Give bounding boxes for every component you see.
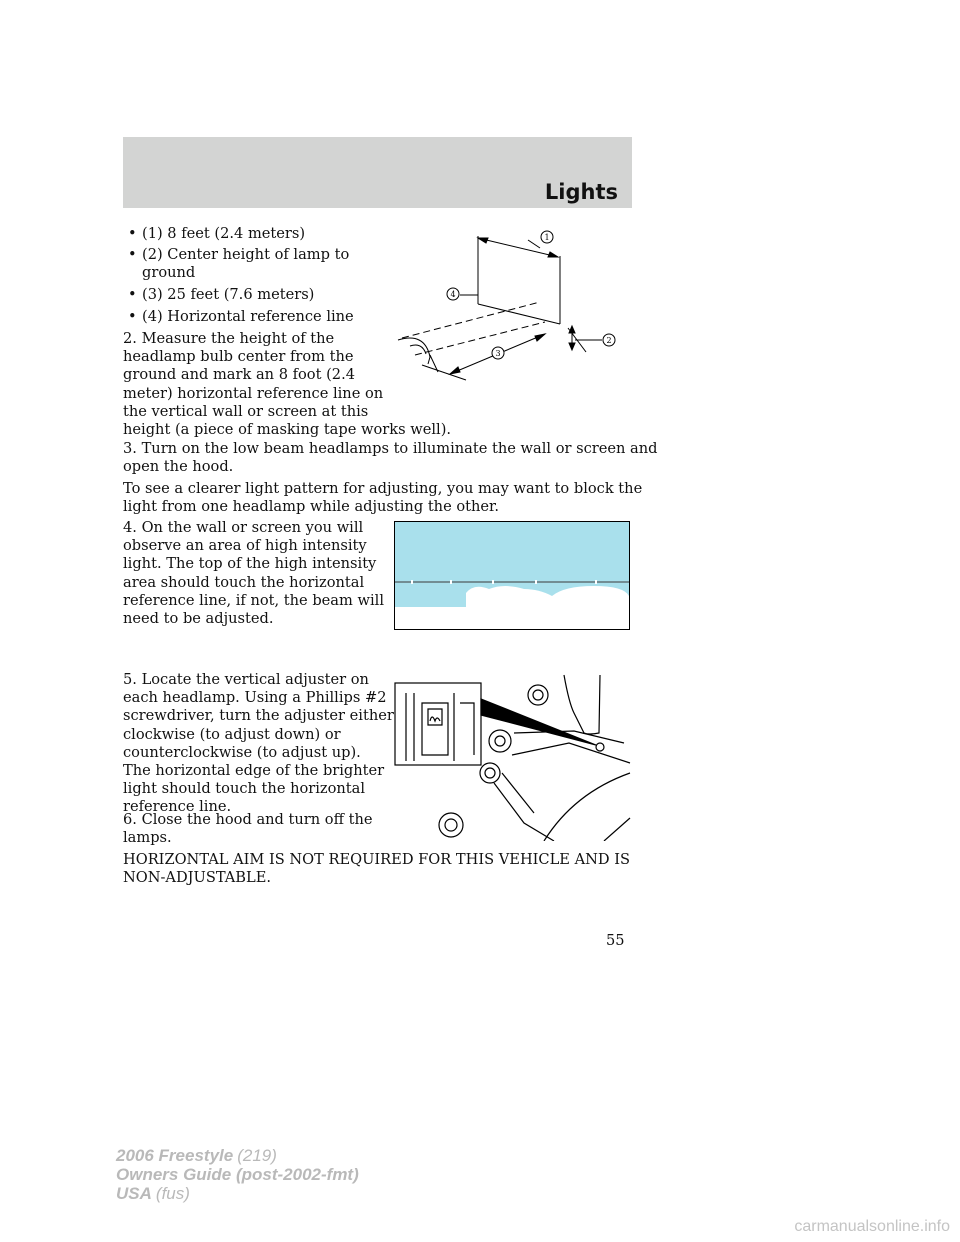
arrow-head — [478, 238, 488, 243]
headlamp-outline — [398, 338, 430, 364]
aiming-distance-diagram — [390, 222, 630, 387]
bolt-icon — [528, 685, 548, 705]
horizontal-aim-notice — [123, 851, 630, 887]
section-header — [123, 137, 632, 208]
bolt-icon — [533, 690, 543, 700]
callout-3-label: 3 — [495, 349, 501, 358]
bullet-text: (2) Center height of lamp to — [142, 246, 350, 263]
footer-line-2 — [116, 1165, 359, 1184]
text-line: light should touch the horizontal — [123, 780, 366, 798]
beam-line — [402, 302, 540, 338]
inset-detail-box — [395, 683, 481, 765]
bullet-text: (3) 25 feet (7.6 meters) — [142, 286, 315, 303]
text-line: height (a piece of masking tape works well). — [123, 421, 452, 439]
text-line: meter) horizontal reference line on — [123, 384, 384, 402]
text-line: lamps. — [123, 829, 172, 847]
footer-guide-name: Owners Guide (post-2002-fmt) — [116, 1165, 359, 1184]
vertical-adjuster-illustration — [394, 673, 632, 841]
text-line: open the hood. — [123, 458, 234, 476]
text-line: HORIZONTAL AIM IS NOT REQUIRED FOR THIS VEHICLE AND IS — [123, 851, 630, 868]
bolt-icon — [480, 763, 500, 783]
bullet-symbol: • — [128, 225, 137, 242]
text-line: each headlamp. Using a Phillips #2 — [123, 689, 387, 707]
step-4-paragraph — [123, 519, 384, 628]
fender-outline — [544, 773, 630, 841]
bolt-icon — [485, 768, 495, 778]
watermark: carmanualsonline.info — [794, 1218, 950, 1235]
hose-outline — [494, 773, 554, 841]
text-line: NON-ADJUSTABLE. — [123, 869, 272, 887]
bullet-text: ground — [142, 264, 196, 281]
text-line: headlamp bulb center from the — [123, 348, 354, 366]
text-line: observe an area of high intensity — [123, 537, 367, 555]
bolt-icon — [439, 813, 463, 837]
text-line: need to be adjusted. — [123, 610, 274, 628]
bolt-icon — [495, 736, 505, 746]
page-number: 55 — [606, 932, 625, 949]
footer-market: USA — [116, 1184, 152, 1203]
tip-paragraph — [123, 480, 642, 516]
beam-pattern-diagram — [394, 521, 631, 631]
text-line: reference line, if not, the beam will — [123, 591, 384, 609]
text-line: counterclockwise (to adjust up). — [123, 743, 361, 761]
arrow-head — [548, 252, 558, 257]
step-6-paragraph — [123, 811, 373, 847]
text-line: The horizontal edge of the brighter — [123, 762, 385, 780]
callout-1-label: 1 — [544, 233, 550, 242]
text-line: 5. Locate the vertical adjuster on — [123, 671, 369, 688]
arrow-head — [569, 326, 575, 333]
text-line: 4. On the wall or screen you will — [123, 519, 364, 536]
text-line: area should touch the horizontal — [123, 573, 365, 591]
text-line: To see a clearer light pattern for adjusting, you may want to block the — [123, 480, 643, 497]
beam-line — [415, 322, 545, 355]
text-line: ground and mark an 8 foot (2.4 — [123, 366, 356, 384]
adjuster-location-icon — [596, 743, 604, 751]
text-line: screwdriver, turn the adjuster either — [123, 707, 394, 725]
text-line: 6. Close the hood and turn off the — [123, 811, 373, 828]
footer-line-3 — [116, 1184, 359, 1203]
callout-2-label: 2 — [606, 336, 612, 345]
text-line: light. The top of the high intensity — [123, 555, 377, 573]
leader-line — [528, 240, 540, 248]
fender-outline — [604, 818, 630, 841]
text-line: 2. Measure the height of the — [123, 330, 335, 347]
footer-market-code: (fus) — [155, 1184, 190, 1203]
arrow-head — [535, 334, 545, 341]
headlamp-housing-outline — [564, 675, 600, 734]
step-3-paragraph — [123, 440, 658, 476]
text-line: the vertical wall or screen at this — [123, 402, 369, 420]
arrow-head — [450, 367, 460, 374]
text-line: clockwise (to adjust down) or — [123, 725, 341, 743]
bullet-symbol: • — [128, 286, 137, 303]
arrow-head — [569, 343, 575, 350]
section-title: Lights — [544, 180, 618, 204]
bolt-icon — [489, 730, 511, 752]
footer-line-1 — [116, 1146, 359, 1165]
bolt-icon — [445, 819, 457, 831]
bullet-text: (1) 8 feet (2.4 meters) — [142, 225, 306, 242]
text-line: 3. Turn on the low beam headlamps to illuminate the wall or screen and — [123, 440, 658, 457]
bullet-symbol: • — [128, 246, 137, 263]
document-footer — [116, 1146, 359, 1203]
text-line: light from one headlamp while adjusting the other. — [123, 498, 500, 516]
text-line: reference line. — [123, 798, 232, 816]
bullet-text: (4) Horizontal reference line — [142, 308, 354, 325]
footer-code: (219) — [237, 1146, 277, 1165]
callout-4-label: 4 — [450, 290, 456, 299]
bullet-symbol: • — [128, 308, 137, 325]
footer-model: 2006 Freestyle — [116, 1146, 234, 1165]
step-5-paragraph — [123, 671, 394, 817]
